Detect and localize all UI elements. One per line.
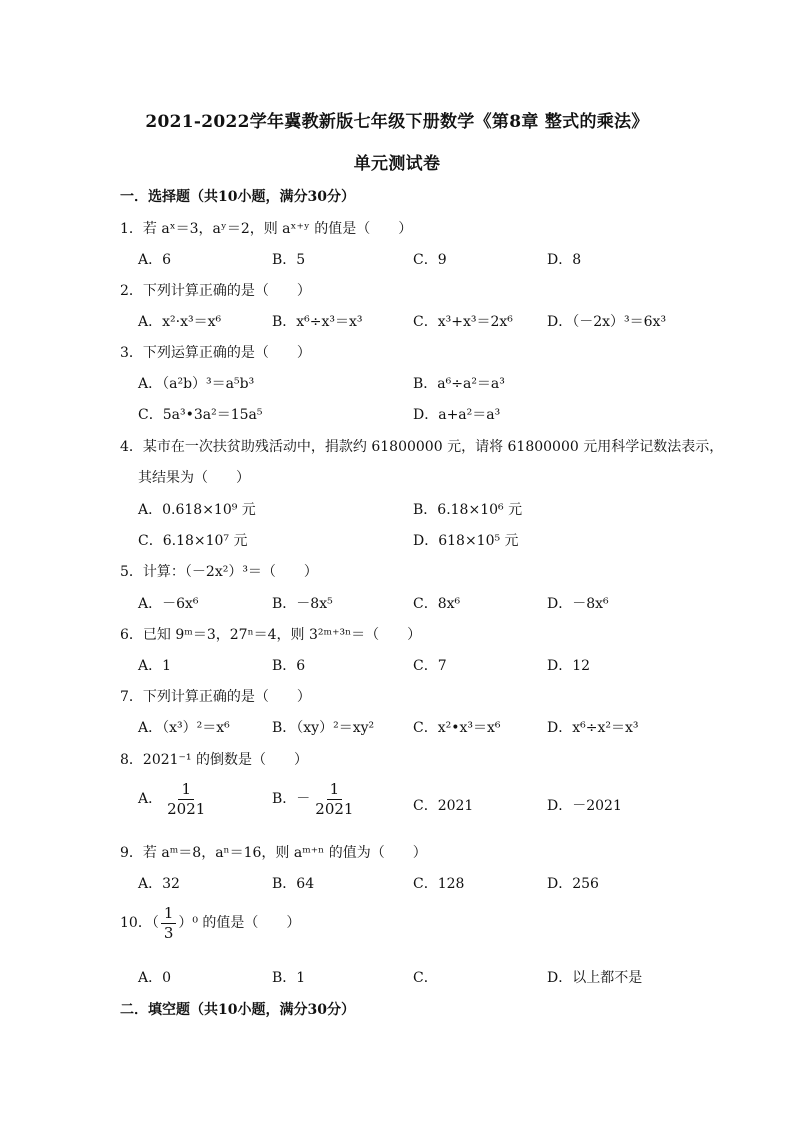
q5-option-b: B．－8x⁵: [272, 596, 333, 612]
q9-option-d: D．256: [547, 876, 599, 892]
q3-option-b: B．a⁶÷a²＝a³: [413, 376, 505, 392]
question-8: 8．2021⁻¹ 的倒数是（ ）: [120, 752, 308, 768]
question-3: 3．下列运算正确的是（ ）: [120, 345, 311, 361]
q10-option-d: D．以上都不是: [547, 970, 643, 986]
q9-option-a: A．32: [138, 876, 180, 892]
q4-option-d: D．618×10⁵ 元: [413, 533, 519, 549]
q6-option-a: A．1: [138, 658, 172, 674]
q7-option-d: D．x⁶÷x²＝x³: [547, 720, 639, 736]
q3-option-c: C．5a³•3a²＝15a⁵: [138, 407, 263, 423]
q9-option-c: C．128: [413, 876, 465, 892]
q8-option-d: D．－2021: [547, 798, 622, 814]
q5-option-a: A．－6x⁶: [138, 596, 199, 612]
q10-option-a: A．0: [138, 970, 172, 986]
fraction-numerator: 1: [327, 781, 343, 800]
q8-option-b: [272, 781, 358, 817]
q2-option-c: C．x³+x³＝2x⁶: [413, 314, 513, 330]
question-4: 4．某市在一次扶贫助残活动中，捐款约 61800000 元，请将 61800000 元用科学记数法表示，: [120, 439, 724, 455]
question-1: 1．若 aˣ＝3，aʸ＝2，则 aˣ⁺ʸ 的值是（ ）: [120, 221, 413, 237]
q7-option-b: B．（xy）²＝xy²: [272, 720, 375, 736]
q1-option-b: B．5: [272, 252, 306, 268]
fraction-numerator: 1: [178, 781, 194, 800]
q1-option-c: C．9: [413, 252, 447, 268]
fraction: [312, 781, 356, 817]
q4-option-b: B．6.18×10⁶ 元: [413, 502, 523, 518]
q7-option-c: C．x²•x³＝x⁶: [413, 720, 501, 736]
q10-option-b: B．1: [272, 970, 306, 986]
fraction-denominator: 3: [163, 923, 174, 942]
q10-prefix: 10．（: [120, 915, 159, 931]
fraction: [161, 905, 177, 941]
q7-option-a: A．（x³）²＝x⁶: [138, 720, 230, 736]
question-9: 9．若 aᵐ＝8，aⁿ＝16，则 aᵐ⁺ⁿ 的值为（ ）: [120, 845, 427, 861]
q5-option-d: D．－8x⁶: [547, 596, 609, 612]
q9-option-b: B．64: [272, 876, 315, 892]
q2-option-b: B．x⁶÷x³＝x³: [272, 314, 363, 330]
q8-option-a: [138, 781, 210, 817]
q1-option-a: A．6: [138, 252, 172, 268]
fraction-numerator: 1: [161, 905, 177, 924]
question-6: 6．已知 9ᵐ＝3，27ⁿ＝4，则 3²ᵐ⁺³ⁿ＝（ ）: [120, 627, 422, 643]
q10-option-c: C．: [413, 970, 438, 986]
question-2: 2．下列计算正确的是（ ）: [120, 283, 311, 299]
title-line-2: 单元测试卷: [353, 154, 441, 174]
fraction: [164, 781, 208, 817]
fraction-denominator: 2021: [167, 799, 206, 818]
q1-option-d: D．8: [547, 252, 582, 268]
question-7: 7．下列计算正确的是（ ）: [120, 689, 311, 705]
q2-option-d: D．（－2x）³＝6x³: [547, 314, 667, 330]
q8-option-c: C．2021: [413, 798, 474, 814]
question-10: [120, 905, 300, 941]
question-4-continued: 其结果为（ ）: [138, 470, 250, 486]
q6-option-b: B．6: [272, 658, 306, 674]
question-5: 5．计算：（－2x²）³＝（ ）: [120, 564, 318, 580]
q4-option-c: C．6.18×10⁷ 元: [138, 533, 248, 549]
q10-suffix: ）⁰ 的值是（ ）: [178, 915, 301, 931]
q6-option-c: C．7: [413, 658, 447, 674]
section-fill-heading: 二．填空题（共10小题，满分30分）: [120, 1002, 355, 1018]
q3-option-a: A．（a²b）³＝a⁵b³: [138, 376, 255, 392]
q3-option-d: D．a+a²＝a³: [413, 407, 501, 423]
fraction-denominator: 2021: [315, 799, 354, 818]
q4-option-a: A．0.618×10⁹ 元: [138, 502, 256, 518]
title-line-1: 2021-2022学年冀教新版七年级下册数学《第8章 整式的乘法》: [145, 112, 649, 132]
q6-option-d: D．12: [547, 658, 591, 674]
q2-option-a: A．x²·x³＝x⁶: [138, 314, 222, 330]
q5-option-c: C．8x⁶: [413, 596, 461, 612]
section-choice-heading: 一．选择题（共10小题，满分30分）: [120, 189, 355, 205]
q8-option-b-label: B．－: [272, 791, 311, 807]
q8-option-a-label: A．: [138, 791, 163, 807]
